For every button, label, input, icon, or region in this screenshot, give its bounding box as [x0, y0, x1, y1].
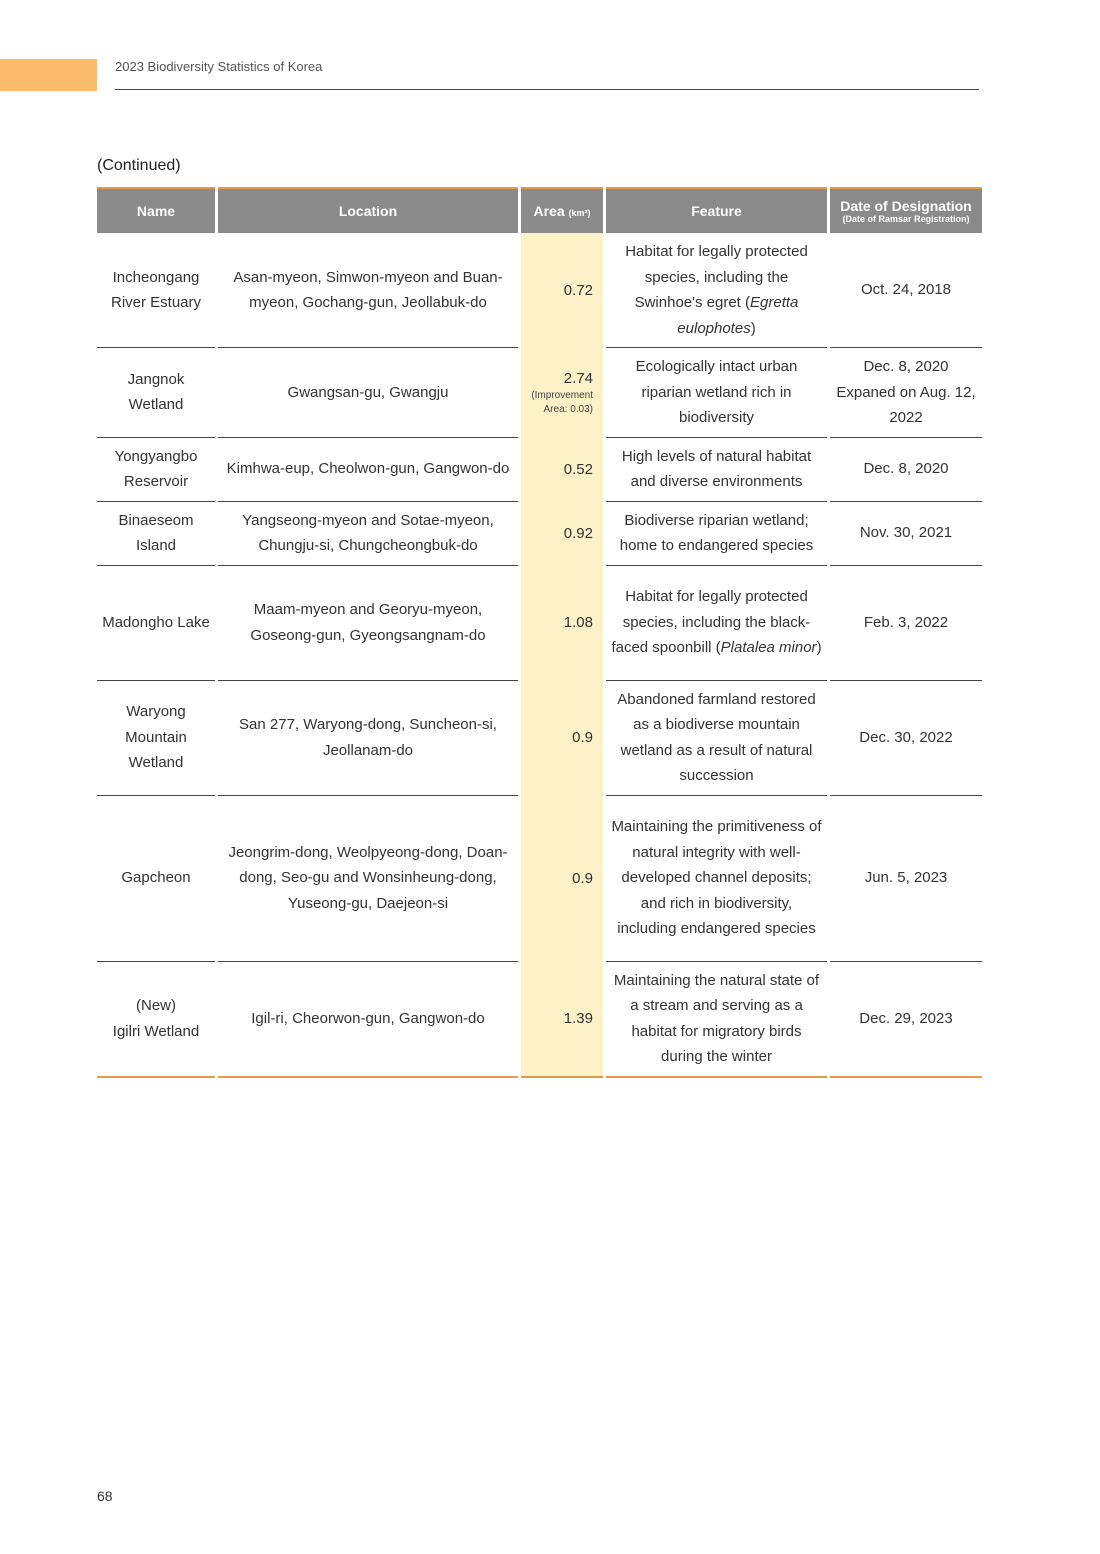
cell-location: Asan-myeon, Simwon-myeon and Buan-myeon, Gochang-gun, Jeollabuk-do [218, 233, 518, 348]
header-name: Name [97, 187, 215, 233]
cell-location: Maam-myeon and Georyu-myeon, Goseong-gun, Gyeongsangnam-do [218, 566, 518, 681]
header-feature: Feature [606, 187, 827, 233]
cell-name: Gapcheon [97, 796, 215, 962]
table-row [97, 438, 982, 502]
cell-area: 0.9 [521, 796, 603, 962]
cell-location: Jeongrim-dong, Weolpyeong-dong, Doan-dong, Seo-gu and Wonsinheung-dong, Yuseong-gu, Daejeon-si [218, 796, 518, 962]
table-row [97, 233, 982, 348]
area-unit: (km²) [568, 208, 591, 218]
cell-name: Binaeseom Island [97, 502, 215, 566]
header-location: Location [218, 187, 518, 233]
cell-feature: Habitat for legally protected species, including the Swinhoe's egret (Egretta eulophotes) [606, 233, 827, 348]
continued-label: (Continued) [97, 157, 181, 174]
area-improvement-note: (Improvement Area: 0.03) [531, 389, 593, 415]
cell-date: Oct. 24, 2018 [830, 233, 982, 348]
cell-area: 1.08 [521, 566, 603, 681]
cell-date: Dec. 8, 2020 [830, 438, 982, 502]
cell-name: (New) Igilri Wetland [97, 962, 215, 1078]
cell-area: 0.92 [521, 502, 603, 566]
wetland-table [94, 187, 985, 1078]
cell-feature: Ecologically intact urban riparian wetland rich in biodiversity [606, 348, 827, 438]
table-row [97, 796, 982, 962]
cell-feature: Maintaining the natural state of a stream and serving as a habitat for migratory birds during the winter [606, 962, 827, 1078]
table-row [97, 566, 982, 681]
cell-area: 1.39 [521, 962, 603, 1078]
cell-location: Yangseong-myeon and Sotae-myeon, Chungju-si, Chungcheongbuk-do [218, 502, 518, 566]
table-row [97, 348, 982, 438]
cell-name: Incheongang River Estuary [97, 233, 215, 348]
table-row [97, 962, 982, 1078]
cell-feature: High levels of natural habitat and diverse environments [606, 438, 827, 502]
cell-name: Yongyangbo Reservoir [97, 438, 215, 502]
cell-name: Jangnok Wetland [97, 348, 215, 438]
cell-area: 2.74 (Improvement Area: 0.03) [521, 348, 603, 438]
cell-feature: Habitat for legally protected species, including the black-faced spoonbill (Platalea minor) [606, 566, 827, 681]
table-row [97, 681, 982, 796]
cell-date: Jun. 5, 2023 [830, 796, 982, 962]
cell-date: Dec. 8, 2020 Expaned on Aug. 12, 2022 [830, 348, 982, 438]
cell-date: Dec. 30, 2022 [830, 681, 982, 796]
cell-date: Dec. 29, 2023 [830, 962, 982, 1078]
species-name: Platalea minor [720, 639, 817, 657]
header-area: Area (km²) [521, 187, 603, 233]
cell-location: Igil-ri, Cheorwon-gun, Gangwon-do [218, 962, 518, 1078]
page-number: 68 [97, 1488, 113, 1504]
header-date-sub: (Date of Ramsar Registration) [842, 213, 970, 224]
cell-feature: Abandoned farmland restored as a biodiverse mountain wetland as a result of natural succession [606, 681, 827, 796]
cell-feature: Biodiverse riparian wetland; home to endangered species [606, 502, 827, 566]
cell-location: Gwangsan-gu, Gwangju [218, 348, 518, 438]
cell-date: Feb. 3, 2022 [830, 566, 982, 681]
species-name: Egretta eulophotes [677, 294, 799, 337]
cell-area: 0.9 [521, 681, 603, 796]
cell-date: Nov. 30, 2021 [830, 502, 982, 566]
new-tag: (New) [136, 997, 176, 1014]
table-header-row [97, 187, 982, 233]
cell-name: Madongho Lake [97, 566, 215, 681]
cell-location: Kimhwa-eup, Cheolwon-gun, Gangwon-do [218, 438, 518, 502]
header-rule [115, 89, 979, 90]
cell-feature: Maintaining the primitiveness of natural integrity with well-developed channel deposits; and rich in biodiversity, including endangered species [606, 796, 827, 962]
cell-name: Waryong Mountain Wetland [97, 681, 215, 796]
section-tab-accent [0, 59, 97, 91]
cell-location: San 277, Waryong-dong, Suncheon-si, Jeollanam-do [218, 681, 518, 796]
cell-area: 0.52 [521, 438, 603, 502]
cell-area: 0.72 [521, 233, 603, 348]
header-date: Date of Designation (Date of Ramsar Registration) [830, 187, 982, 233]
running-title: 2023 Biodiversity Statistics of Korea [115, 59, 323, 74]
table-row [97, 502, 982, 566]
